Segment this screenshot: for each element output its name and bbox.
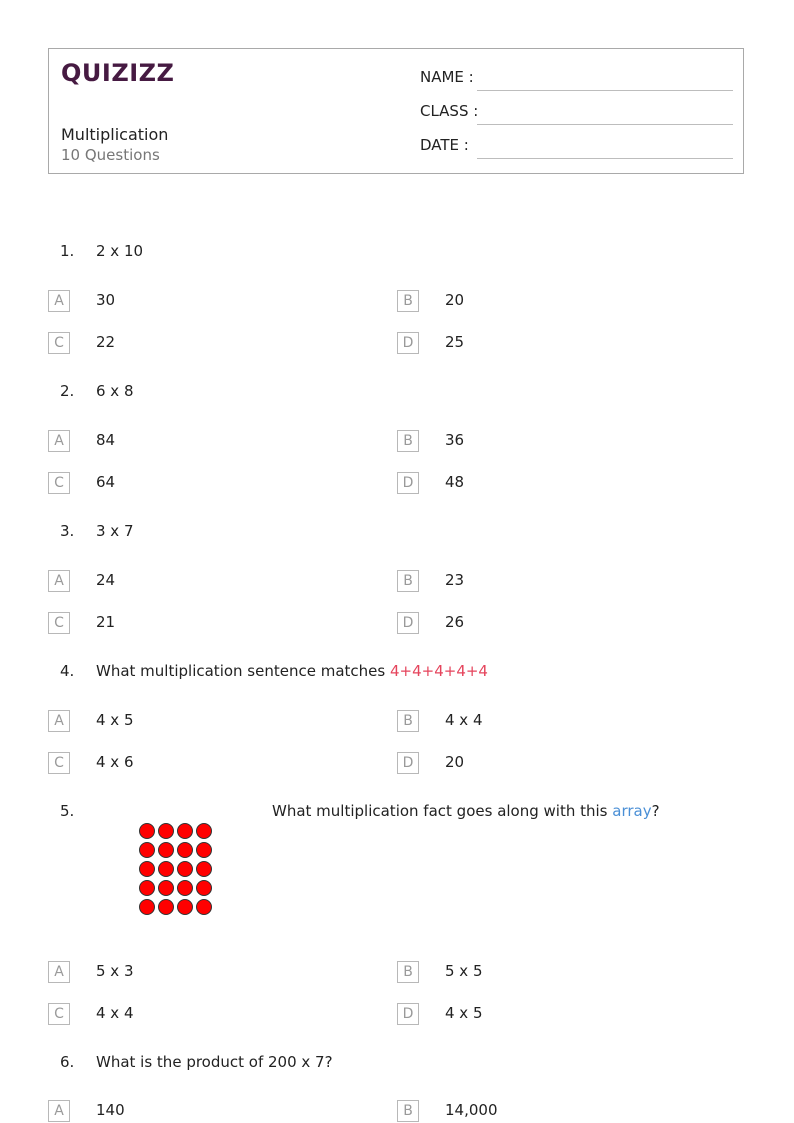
- class-label: CLASS :: [420, 102, 479, 120]
- array-dot: [177, 899, 193, 915]
- array-dot: [139, 823, 155, 839]
- option-letter-box[interactable]: C: [48, 612, 70, 634]
- option-letter-box[interactable]: A: [48, 290, 70, 312]
- option-letter-box[interactable]: C: [48, 1003, 70, 1025]
- option-value: 21: [96, 613, 116, 631]
- date-label: DATE :: [420, 136, 469, 154]
- option-value: 5 x 5: [445, 962, 483, 980]
- option-value: 48: [445, 473, 465, 491]
- option-letter-box[interactable]: A: [48, 1100, 70, 1122]
- class-field[interactable]: [420, 102, 733, 126]
- quizizz-logo: QUIZIZZ: [61, 59, 175, 87]
- option-value: 20: [445, 291, 465, 309]
- array-dot: [196, 823, 212, 839]
- question-number: 4.: [60, 662, 75, 680]
- array-dot: [158, 899, 174, 915]
- option-letter-box[interactable]: D: [397, 332, 419, 354]
- option-value: 4 x 5: [96, 711, 134, 729]
- option-letter-box[interactable]: D: [397, 1003, 419, 1025]
- question-count: 10 Questions: [61, 146, 160, 164]
- option-value: 23: [445, 571, 465, 589]
- array-dot: [177, 861, 193, 877]
- option-value: 4 x 5: [445, 1004, 483, 1022]
- question-number: 6.: [60, 1053, 75, 1071]
- option-letter-box[interactable]: A: [48, 710, 70, 732]
- option-letter-box[interactable]: C: [48, 752, 70, 774]
- array-dot: [139, 842, 155, 858]
- array-dot: [196, 861, 212, 877]
- date-line[interactable]: [477, 158, 733, 159]
- question-number: 3.: [60, 522, 75, 540]
- worksheet-title: Multiplication: [61, 125, 169, 144]
- class-line[interactable]: [477, 124, 733, 125]
- array-dot: [139, 899, 155, 915]
- option-value: 24: [96, 571, 116, 589]
- option-value: 36: [445, 431, 465, 449]
- option-letter-box[interactable]: D: [397, 612, 419, 634]
- array-dot: [139, 861, 155, 877]
- array-dot: [158, 880, 174, 896]
- question-number: 5.: [60, 802, 75, 820]
- array-dot: [196, 842, 212, 858]
- question-text-end: ?: [651, 802, 660, 820]
- option-value: 14,000: [445, 1101, 498, 1119]
- option-letter-box[interactable]: B: [397, 430, 419, 452]
- option-letter-box[interactable]: A: [48, 961, 70, 983]
- option-letter-box[interactable]: B: [397, 961, 419, 983]
- name-field[interactable]: [420, 68, 733, 92]
- highlighted-word: array: [612, 802, 652, 820]
- option-value: 4 x 4: [96, 1004, 134, 1022]
- option-value: 4 x 4: [445, 711, 483, 729]
- question-number: 1.: [60, 242, 75, 260]
- name-line[interactable]: [477, 90, 733, 91]
- array-dot: [196, 880, 212, 896]
- option-value: 84: [96, 431, 116, 449]
- array-dot: [158, 861, 174, 877]
- option-value: 30: [96, 291, 116, 309]
- question-text: 3 x 7: [96, 522, 134, 540]
- option-value: 25: [445, 333, 465, 351]
- highlighted-expression: 4+4+4+4+4: [389, 662, 488, 680]
- option-value: 5 x 3: [96, 962, 134, 980]
- option-value: 140: [96, 1101, 125, 1119]
- name-label: NAME :: [420, 68, 474, 86]
- option-letter-box[interactable]: B: [397, 570, 419, 592]
- option-letter-box[interactable]: A: [48, 430, 70, 452]
- question-text-main: What multiplication sentence matches: [96, 662, 390, 680]
- array-dot: [177, 823, 193, 839]
- option-value: 4 x 6: [96, 753, 134, 771]
- question-text: [272, 802, 660, 820]
- array-dot: [139, 880, 155, 896]
- worksheet-header: [48, 48, 744, 174]
- option-letter-box[interactable]: C: [48, 472, 70, 494]
- question-text: What is the product of 200 x 7?: [96, 1053, 333, 1071]
- question-text: 2 x 10: [96, 242, 144, 260]
- option-letter-box[interactable]: D: [397, 472, 419, 494]
- array-dot: [177, 842, 193, 858]
- date-field[interactable]: [420, 136, 733, 160]
- option-letter-box[interactable]: A: [48, 570, 70, 592]
- question-text-main: What multiplication fact goes along with this: [272, 802, 613, 820]
- array-dot: [158, 842, 174, 858]
- option-letter-box[interactable]: C: [48, 332, 70, 354]
- question-text: [96, 662, 488, 680]
- option-letter-box[interactable]: B: [397, 290, 419, 312]
- option-value: 26: [445, 613, 465, 631]
- option-value: 22: [96, 333, 116, 351]
- array-dot: [177, 880, 193, 896]
- array-dot: [158, 823, 174, 839]
- option-value: 20: [445, 753, 465, 771]
- option-letter-box[interactable]: B: [397, 710, 419, 732]
- question-number: 2.: [60, 382, 75, 400]
- question-text: 6 x 8: [96, 382, 134, 400]
- option-value: 64: [96, 473, 116, 491]
- option-letter-box[interactable]: D: [397, 752, 419, 774]
- array-dot: [196, 899, 212, 915]
- option-letter-box[interactable]: B: [397, 1100, 419, 1122]
